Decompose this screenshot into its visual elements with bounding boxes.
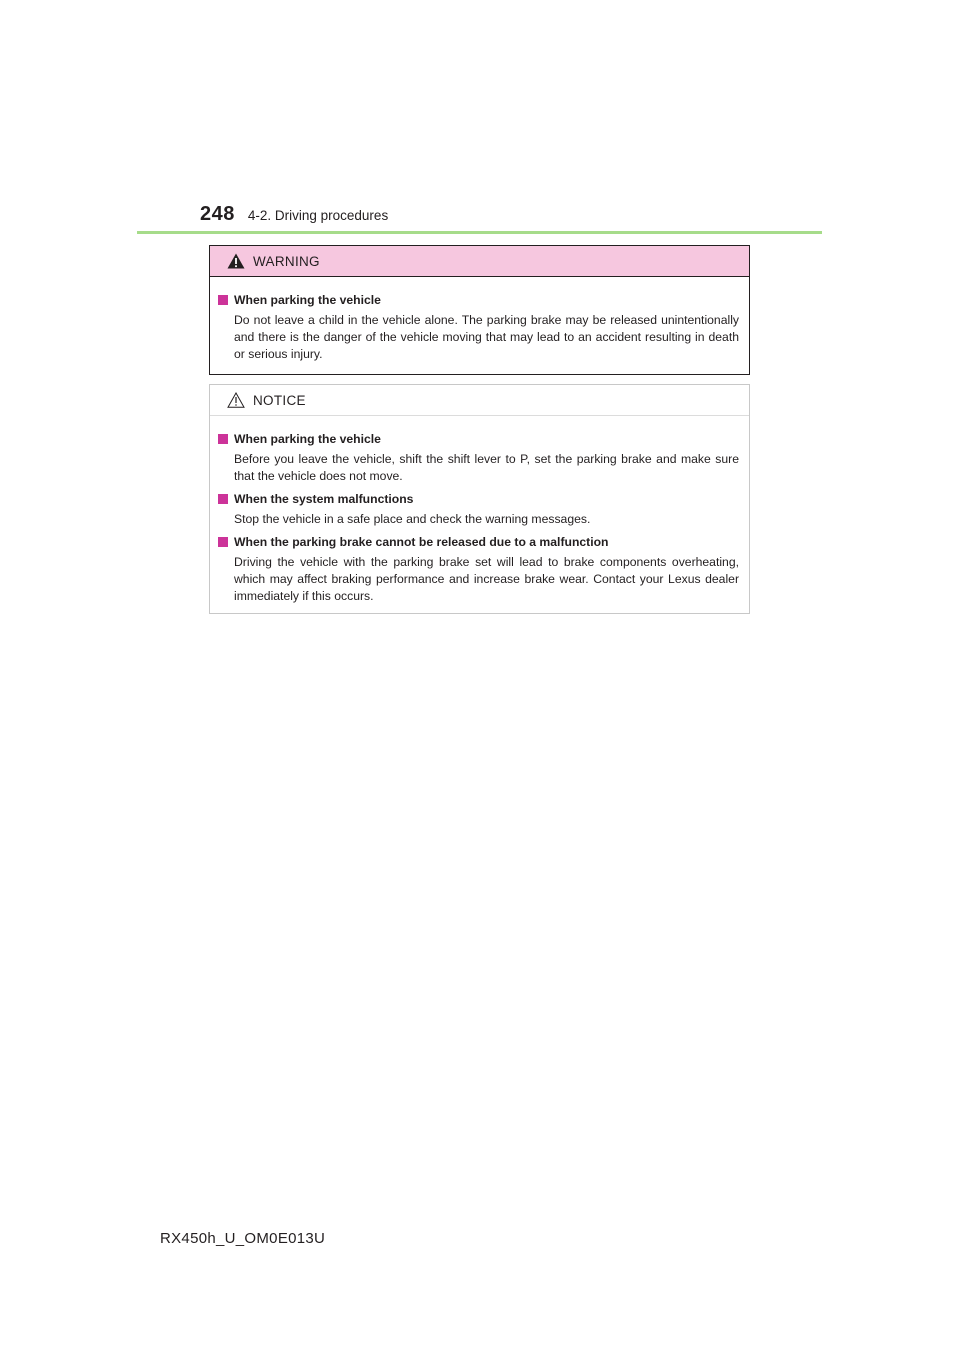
page-number: 248	[200, 203, 235, 225]
item-title: When the parking brake cannot be released due to a malfunction	[234, 535, 609, 549]
section-title: 4-2. Driving procedures	[247, 208, 389, 223]
notice-item	[218, 429, 739, 485]
warning-item	[218, 290, 739, 363]
notice-header	[210, 385, 749, 416]
page-header	[200, 203, 388, 226]
item-text: Do not leave a child in the vehicle alone. The parking brake may be released unintentionally and there is the danger of the vehicle moving that may lead to an accident resulting in death or serious injury.	[234, 313, 739, 361]
notice-item	[218, 532, 739, 605]
header-rule	[137, 231, 822, 234]
document-code: RX450h_U_OM0E013U	[160, 1230, 326, 1247]
item-title: When the system malfunctions	[234, 492, 414, 506]
item-text: Stop the vehicle in a safe place and check the warning messages.	[234, 512, 591, 526]
item-title: When parking the vehicle	[234, 432, 381, 446]
bullet-square-icon	[218, 537, 228, 547]
warning-box	[209, 245, 750, 375]
notice-item	[218, 489, 739, 528]
notice-box	[209, 384, 750, 614]
item-text: Before you leave the vehicle, shift the shift lever to P, set the parking brake and make sure that the vehicle does not move.	[234, 452, 739, 483]
bullet-square-icon	[218, 434, 228, 444]
warning-header	[210, 246, 749, 277]
bullet-square-icon	[218, 494, 228, 504]
warning-triangle-icon	[227, 253, 245, 269]
item-text: Driving the vehicle with the parking brake set will lead to brake components overheating, which may affect braking performance and increase brake wear. Contact your Lexus dealer immediately if this occurs.	[234, 555, 739, 603]
bullet-square-icon	[218, 295, 228, 305]
caution-triangle-icon	[227, 392, 245, 408]
notice-heading: NOTICE	[253, 392, 306, 408]
warning-heading: WARNING	[253, 253, 320, 269]
item-title: When parking the vehicle	[234, 293, 381, 307]
